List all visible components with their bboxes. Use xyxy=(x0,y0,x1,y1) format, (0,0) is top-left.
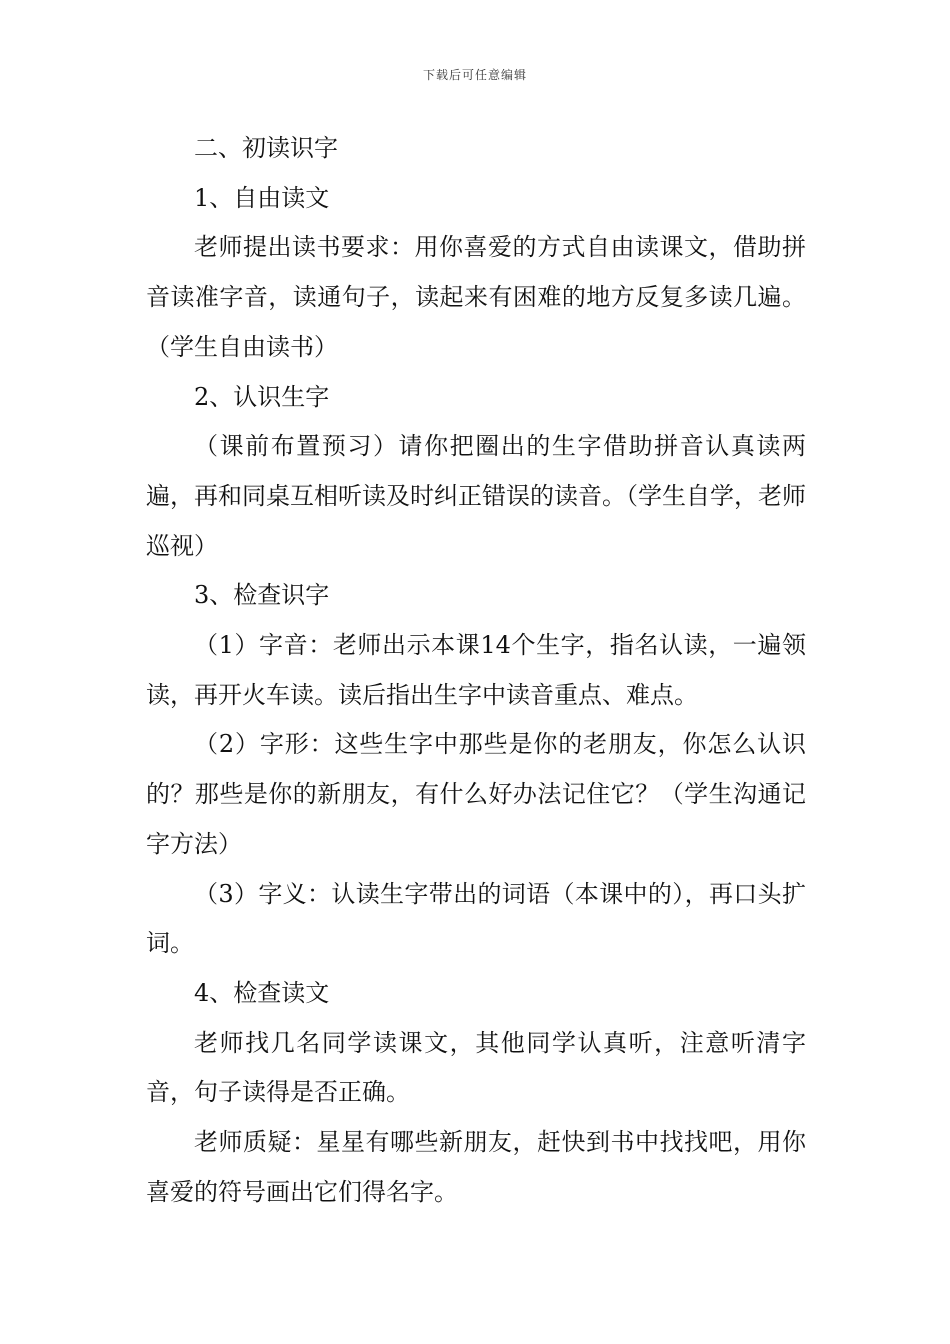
step-heading: 1、自由读文 xyxy=(194,183,330,212)
document-body xyxy=(146,124,806,1217)
paragraph: 老师提出读书要求：用你喜爱的方式自由读课文，借助拼音读准字音，读通句子，读起来有困难的地方反复多读几遍。（学生自由读书） xyxy=(146,233,806,361)
step-heading: 4、检查读文 xyxy=(194,978,330,1007)
step-heading: 3、检查识字 xyxy=(194,581,330,610)
paragraph: （2）字形：这些生字中那些是你的老朋友，你怎么认识的？那些是你的新朋友，有什么好办法记住它？（学生沟通记字方法） xyxy=(146,730,806,858)
step-heading: 2、认识生字 xyxy=(194,382,330,411)
paragraph: （1）字音：老师出示本课14个生字，指名认读，一遍领读，再开火车读。读后指出生字中读音重点、难点。 xyxy=(146,631,806,709)
header-note: 下载后可任意编辑 xyxy=(422,68,527,82)
paragraph: 老师质疑：星星有哪些新朋友，赶快到书中找找吧，用你喜爱的符号画出它们得名字。 xyxy=(146,1128,806,1206)
paragraph: （3）字义：认读生字带出的词语（本课中的），再口头扩词。 xyxy=(146,879,806,958)
section-heading: 二、初读识字 xyxy=(194,134,338,162)
paragraph: （课前布置预习）请你把圈出的生字借助拼音认真读两遍，再和同桌互相听读及时纠正错误的读音。（学生自学，老师巡视） xyxy=(146,432,806,560)
paragraph: 老师找几名同学读课文，其他同学认真听，注意听清字音，句子读得是否正确。 xyxy=(146,1028,806,1107)
